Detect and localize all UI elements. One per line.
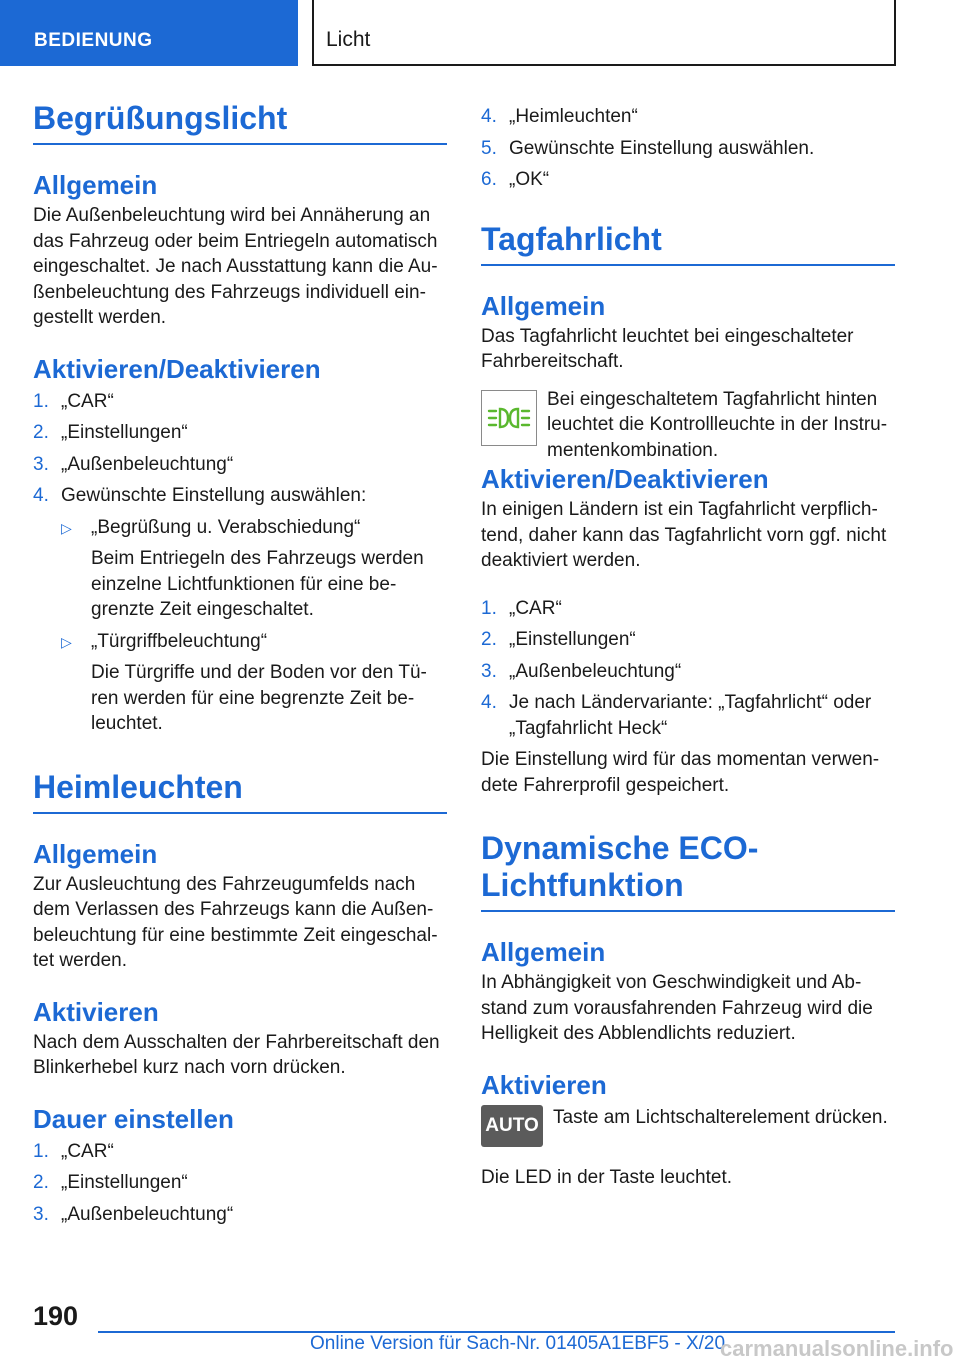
sub-list [61,515,447,737]
subheading-dauer-einstellen: Dauer einstellen [33,1103,234,1134]
heading-tagfahrlicht: Tagfahrlicht [481,221,895,266]
left-column [33,100,447,1233]
paragraph: Das Tagfahrlicht leuchtet bei eingeschalteter Fahrbereitschaft. [481,325,854,372]
step-text: „Außenbeleuchtung“ [509,660,682,682]
step-number: 3. [481,660,497,682]
step-text: „Einstellungen“ [61,1172,188,1193]
step-number: 2. [481,629,497,650]
paragraph: In einigen Ländern ist ein Tagfahrlicht verpflichtend, daher kann das Tagfahrlicht vorn ggf. nicht deaktiviert werden. [481,499,887,571]
step-number: 4. [33,485,49,506]
paragraph: Nach dem Ausschalten der Fahrbereitschaft den Blinkerhebel kurz nach vorn drücken. [33,1031,440,1078]
subheading-aktivieren-deaktivieren: Aktivieren/Deaktivieren [481,464,769,494]
paragraph: In Abhängigkeit von Geschwindigkeit und Abstand zum vorausfahrenden Fahrzeug wird die Helligkeit des Abblendlichts reduziert. [481,972,873,1044]
step-text: „OK“ [509,169,550,190]
list-item [481,627,895,653]
list-item [33,1139,447,1165]
heading-begruessungslicht: Begrüßungslicht [33,100,447,145]
page-number: 190 [33,1301,79,1331]
step-number: 5. [481,137,497,159]
daytime-running-light-icon [481,390,537,446]
sub-item-desc: Die Türgriffe und der Boden vor den Türen werden für eine begrenzte Zeit beleuchtet. [91,662,427,734]
subheading-aktivieren: Aktivieren [33,996,159,1027]
step-text: „Außenbeleuchtung“ [61,1203,234,1225]
step-number: 2. [33,422,49,443]
list-item [33,389,447,415]
chapter-title: Licht [312,0,896,66]
step-number: 3. [33,1203,49,1225]
list-item [33,1202,447,1228]
step-number: 6. [481,169,497,190]
auto-button-icon: AUTO [481,1105,543,1147]
list-item [33,483,447,737]
step-number: 4. [481,106,497,127]
sub-item-desc: Beim Entriegeln des Fahrzeugs werden einzelne Lichtfunktionen für eine begrenzte Zeit eingeschaltet. [91,548,424,620]
subheading-allgemein: Allgemein [481,937,606,967]
step-number: 1. [33,1140,49,1162]
paragraph: Die LED in der Taste leuchtet. [481,1166,733,1188]
triangle-bullet-icon: ▷ [61,633,72,650]
step-number: 4. [481,692,497,713]
step-text: „Außenbeleuchtung“ [61,453,234,475]
subheading-allgemein: Allgemein [33,170,158,200]
icon-note [481,1105,895,1147]
list-item [33,452,447,478]
step-text: „Heimleuchten“ [509,106,638,127]
icon-note-text: Taste am Lichtschalterelement drücken. [553,1106,888,1128]
paragraph: Die Einstellung wird für das momentan verwendete Fahrerprofil gespeichert. [481,749,880,796]
step-number: 2. [33,1172,49,1193]
step-number: 1. [33,390,49,412]
step-number: 1. [481,597,497,619]
list-item [481,167,895,193]
subheading-aktivieren: Aktivieren [481,1069,607,1100]
steps-list [481,596,895,742]
list-item [481,690,895,741]
watermark: carmanualsonline.info [720,1336,954,1361]
icon-note-text: Bei eingeschaltetem Tagfahrlicht hinten leuchtet die Kontrollleuchte in der Instrumentenkombination. [547,388,888,461]
page-header [0,0,960,66]
steps-list [33,1139,447,1228]
step-text: „CAR“ [61,1140,114,1162]
list-item [481,659,895,685]
section-tab: BEDIENUNG [0,0,298,66]
step-text: Gewünschte Einstellung auswählen: [61,485,367,506]
step-text: „Einstellungen“ [509,629,636,650]
subheading-allgemein: Allgemein [33,838,158,869]
triangle-bullet-icon: ▷ [61,519,72,536]
heading-dynamische-eco-lichtfunktion: Dynamische ECO-Lichtfunktion [481,830,895,912]
step-text: „CAR“ [509,597,562,619]
step-number: 3. [33,453,49,475]
step-text: Je nach Ländervariante: „Tagfahrlicht“ oder „Tagfahrlicht Heck“ [509,692,872,739]
list-item [33,1170,447,1196]
footer-text: Online Version für Sach-Nr. 01405A1EBF5 - X/20 [310,1333,726,1354]
subheading-allgemein: Allgemein [481,290,606,321]
step-text: „Einstellungen“ [61,422,188,443]
list-item [481,136,895,162]
subheading-aktivieren-deaktivieren: Aktivieren/Deaktivieren [33,353,321,384]
sub-item [61,515,447,623]
list-item [481,104,895,130]
paragraph: Zur Ausleuchtung des Fahrzeugumfelds nach dem Verlassen des Fahrzeugs kann die Außenbeleuchtung für eine bestimmte Zeit eingeschaltet werden. [33,873,438,971]
step-text: „CAR“ [61,390,114,412]
steps-list [33,389,447,737]
sub-item-label: „Begrüßung u. Verabschiedung“ [91,516,361,538]
heading-heimleuchten: Heimleuchten [33,769,447,814]
step-text: Gewünschte Einstellung auswählen. [509,137,815,159]
steps-list-continued [481,104,895,193]
paragraph: Die Außenbeleuchtung wird bei Annäherung an das Fahrzeug oder beim Entriegeln automatisch eingeschaltet. Je nach Ausstattung kann die Außenbeleuchtung des Fahrzeugs individuell eingestellt werden. [33,205,438,328]
icon-note [481,387,895,464]
sub-item [61,629,447,737]
list-item [481,596,895,622]
sub-item-label: „Türgriffbeleuchtung“ [91,630,268,652]
right-column [481,100,895,1190]
list-item [33,420,447,446]
